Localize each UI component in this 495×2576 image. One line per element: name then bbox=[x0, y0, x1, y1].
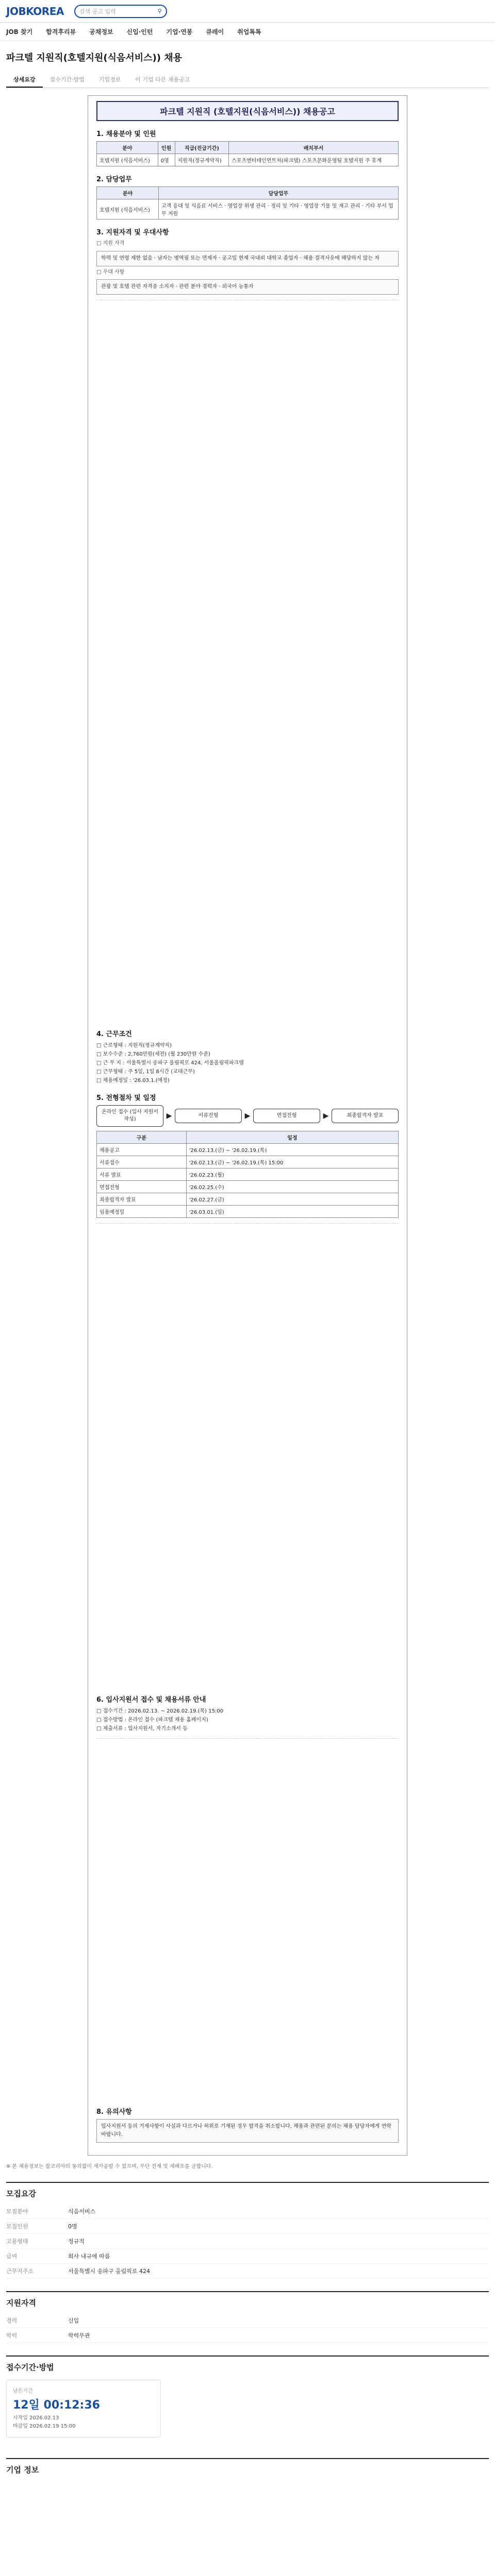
topbar bbox=[0, 0, 495, 23]
table-cell: '26.03.01.(일) bbox=[186, 1206, 398, 1218]
remaining-time: 12일 00:12:36 bbox=[13, 2399, 100, 2412]
section-notice bbox=[96, 2106, 399, 2143]
apply-period bbox=[6, 2355, 489, 2437]
requirements-box: 학력 및 연령 제한 없음 · 남자는 병역필 또는 면제자 · 공고일 현재 국내외 대학교 졸업자 · 채용 결격사유에 해당하지 않는 자 bbox=[96, 251, 399, 266]
preferences-box: 관광 및 호텔 관련 자격증 소지자 · 관련 분야 경력자 · 외국어 능통자 bbox=[96, 279, 399, 295]
arrow-right-icon: ▶ bbox=[244, 1112, 251, 1120]
table-cell: '26.02.13.(금) ~ '26.02.19.(목) 15:00 bbox=[186, 1156, 398, 1168]
table-header: 담당업무 bbox=[159, 187, 399, 199]
info-row: 모집인원 0명 bbox=[6, 2219, 489, 2234]
list-item: □ 근 무 지 : 서울특별시 송파구 올림픽로 424, 서울올림픽파크텔 bbox=[96, 1060, 244, 1066]
list-item: □ 접수기간 : 2026.02.13. ~ 2026.02.19.(목) 15:00 bbox=[96, 1708, 224, 1714]
table-row bbox=[97, 154, 399, 166]
table-cell: 채용공고 bbox=[97, 1144, 187, 1156]
list-item: □ 제출서류 : 입사지원서, 자기소개서 등 bbox=[96, 1726, 188, 1732]
section-process bbox=[96, 1092, 399, 1218]
search-icon[interactable]: ⚲ bbox=[157, 8, 162, 14]
subsection-title: □ 지원 자격 bbox=[96, 241, 125, 246]
table-header: 일정 bbox=[186, 1131, 398, 1144]
table-row bbox=[97, 199, 399, 219]
notice-box: 입사지원서 등의 기재사항이 사실과 다르거나 허위로 기재된 경우 합격을 취소합니다. 채용과 관련된 문의는 채용 담당자에게 연락 바랍니다. bbox=[96, 2119, 399, 2143]
table-row bbox=[97, 1181, 399, 1193]
info-row: 모집분야 식음서비스 bbox=[6, 2204, 489, 2219]
table-header: 구분 bbox=[97, 1131, 187, 1144]
info-row: 경력 신입 bbox=[6, 2313, 489, 2328]
process-step: 서류전형 bbox=[175, 1109, 242, 1123]
info-row: 급여 회사 내규에 따름 bbox=[6, 2249, 489, 2264]
subsection-title: □ 우대 사항 bbox=[96, 269, 125, 275]
arrow-right-icon: ▶ bbox=[323, 1112, 329, 1120]
table-cell: 호텔지원 (식음서비스) bbox=[97, 199, 159, 219]
job-posting-document bbox=[88, 95, 407, 2156]
table-cell: '26.02.27.(금) bbox=[186, 1193, 398, 1206]
section-duties bbox=[96, 174, 399, 219]
duties-table bbox=[96, 187, 399, 219]
table-cell: 최종합격자 발표 bbox=[97, 1193, 187, 1206]
jobkorea-logo[interactable]: JOBKOREA bbox=[6, 5, 64, 18]
search-input[interactable]: 검색 공고 입력 ⚲ bbox=[74, 5, 167, 18]
qualification-summary bbox=[6, 2291, 489, 2343]
table-row bbox=[97, 1144, 399, 1156]
table-row bbox=[97, 1206, 399, 1218]
section-title: 6. 입사지원서 접수 및 채용서류 안내 bbox=[96, 1696, 206, 1704]
section-title: 1. 채용분야 및 인원 bbox=[96, 130, 156, 138]
nav-item[interactable]: 취업톡톡 bbox=[237, 28, 261, 36]
table-header: 분야 bbox=[97, 142, 158, 154]
nav-item[interactable]: JOB 찾기 bbox=[6, 28, 33, 36]
table-cell: 호텔지원 (식음서비스) bbox=[97, 154, 158, 166]
table-cell: 임용예정일 bbox=[97, 1206, 187, 1218]
table-cell: 서류 발표 bbox=[97, 1168, 187, 1181]
table-cell: 스포츠엔터테인먼트처(파크텔) 스포츠문화운영팀 호텔지원 주 휴계 bbox=[229, 154, 399, 166]
remaining-label: 남은기간 bbox=[13, 2388, 33, 2394]
section-positions bbox=[96, 128, 399, 166]
section-conditions bbox=[96, 1028, 399, 1085]
table-cell: 서류접수 bbox=[97, 1156, 187, 1168]
table-header: 직급(진급기간) bbox=[175, 142, 229, 154]
list-item: □ 근로형태 : 지원직(정규계약직) bbox=[96, 1043, 172, 1048]
section-title: 접수기간·방법 bbox=[6, 2363, 54, 2372]
table-cell: 지원직(정규계약직) bbox=[175, 154, 229, 166]
posting-body-continued bbox=[96, 300, 399, 1021]
list-item: □ 채용예정일 : '26.03.1.(예정) bbox=[96, 1078, 170, 1083]
recruit-summary bbox=[6, 2182, 489, 2279]
start-date: 2026.02.13 bbox=[29, 2415, 59, 2421]
tab-other-jobs[interactable]: 이 기업 다른 채용공고 bbox=[135, 76, 190, 83]
nav-item[interactable]: 공채정보 bbox=[89, 28, 113, 36]
section-title: 8. 유의사항 bbox=[96, 2108, 132, 2116]
deadline-card: 남은기간 12일 00:12:36 시작일 2026.02.13 마감일 2026.02.19 15:00 bbox=[6, 2380, 161, 2437]
table-header: 배치부서 bbox=[229, 142, 399, 154]
info-row: 고용형태 정규직 bbox=[6, 2234, 489, 2249]
section-application bbox=[96, 1694, 399, 1733]
section-title: 5. 전형절차 및 일정 bbox=[96, 1094, 156, 1102]
process-step: 면접전형 bbox=[253, 1109, 320, 1123]
main-nav bbox=[0, 23, 495, 41]
table-cell: 고객 응대 및 식음료 서비스 · 영업장 위생 관리 · 정리 및 기타 · 영업장 기물 및 재고 관리 · 기타 부서 업무 지원 bbox=[159, 199, 399, 219]
page-title: 파크텔 지원직(호텔지원(식음서비스)) 채용 bbox=[6, 53, 183, 63]
nav-item[interactable]: 합격후리뷰 bbox=[46, 28, 76, 36]
arrow-right-icon: ▶ bbox=[166, 1112, 172, 1120]
section-title: 2. 담당업무 bbox=[96, 176, 132, 183]
tab-apply[interactable]: 접수기간·방법 bbox=[50, 76, 85, 83]
end-date: 2026.02.19 15:00 bbox=[29, 2424, 76, 2429]
table-cell: '26.02.13.(금) ~ '26.02.19.(목) bbox=[186, 1144, 398, 1156]
document-heading: 파크텔 지원직 (호텔지원(식음서비스)) 채용공고 bbox=[96, 101, 399, 121]
section-title: 모집요강 bbox=[6, 2189, 36, 2198]
table-row bbox=[97, 1156, 399, 1168]
section-title: 3. 지원자격 및 우대사항 bbox=[96, 229, 169, 236]
section-title: 지원자격 bbox=[6, 2298, 36, 2308]
section-qualifications bbox=[96, 227, 399, 295]
table-header: 인원 bbox=[158, 142, 175, 154]
list-item: □ 근무형태 : 주 5일, 1일 8시간 (교대근무) bbox=[96, 1069, 195, 1075]
positions-table bbox=[96, 141, 399, 166]
table-cell: 면접전형 bbox=[97, 1181, 187, 1193]
nav-item[interactable]: 신입·인턴 bbox=[126, 28, 153, 36]
process-flow bbox=[96, 1105, 399, 1127]
company-info-title: 기업 정보 bbox=[6, 2458, 489, 2475]
table-row bbox=[97, 1168, 399, 1181]
posting-body-continued bbox=[96, 1738, 399, 2099]
table-cell: 0명 bbox=[158, 154, 175, 166]
detail-tabs bbox=[6, 72, 489, 88]
tab-detail[interactable]: 상세요강 bbox=[6, 72, 43, 88]
table-cell: '26.02.25.(수) bbox=[186, 1181, 398, 1193]
nav-item[interactable]: 큐레이 bbox=[206, 28, 224, 36]
list-item: □ 접수방법 : 온라인 접수 (파크텔 채용 홈페이지) bbox=[96, 1717, 208, 1723]
info-row: 근무지주소 서울특별시 송파구 올림픽로 424 bbox=[6, 2264, 489, 2279]
schedule-table bbox=[96, 1131, 399, 1218]
table-header: 분야 bbox=[97, 187, 159, 199]
table-cell: '26.02.23.(월) bbox=[186, 1168, 398, 1181]
list-item: □ 보수수준 : 2,760만원(세전) (월 230만원 수준) bbox=[96, 1052, 210, 1057]
info-row: 학력 학력무관 bbox=[6, 2328, 489, 2343]
posting-body-continued bbox=[96, 1223, 399, 1687]
process-step: 온라인 접수 (입사 지원서 작성) bbox=[96, 1105, 163, 1127]
process-step: 최종합격자 발표 bbox=[332, 1109, 399, 1123]
tab-company[interactable]: 기업정보 bbox=[98, 76, 121, 83]
copyright-notice: ※ 본 채용정보는 잡코리아의 동의없이 재가공할 수 없으며, 무단 전재 및 재배포를 금합니다. bbox=[6, 2164, 213, 2170]
section-title: 4. 근무조건 bbox=[96, 1030, 132, 1038]
table-row bbox=[97, 1193, 399, 1206]
nav-item[interactable]: 기업·연봉 bbox=[166, 28, 193, 36]
